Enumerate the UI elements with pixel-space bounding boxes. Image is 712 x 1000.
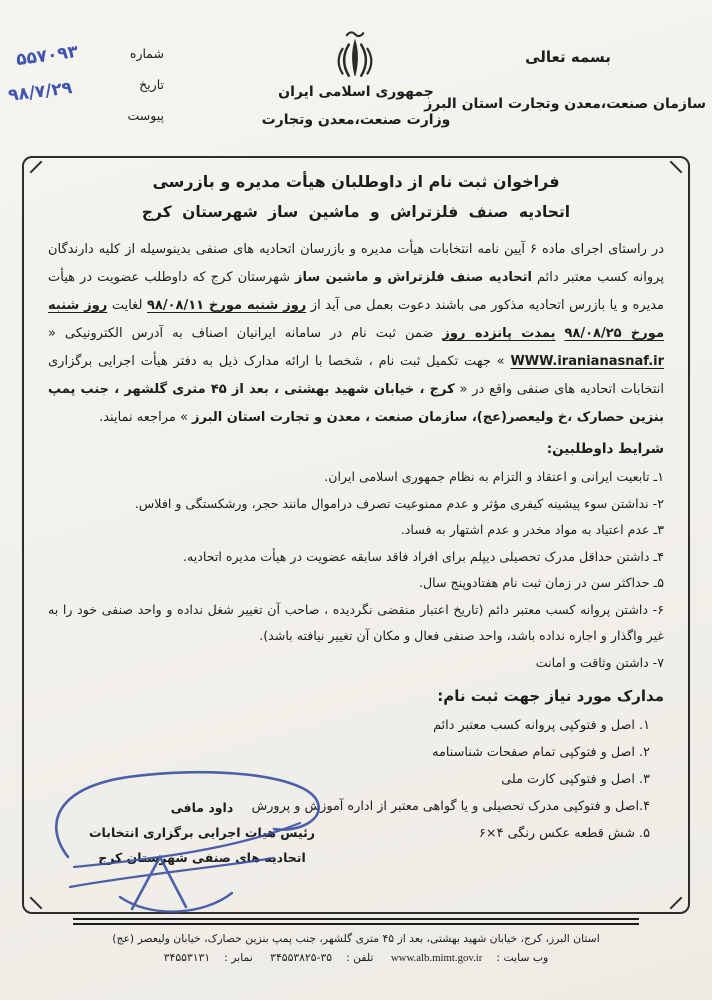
conditions-list: [48, 464, 664, 676]
list-item: ۷- داشتن وثاقت و امانت: [535, 654, 664, 670]
portal-text: ضمن ثبت نام در سامانه ایرانیان اصناف به آدرس الکترونیکی «: [48, 326, 443, 341]
website-label: وب سایت :: [496, 951, 549, 964]
list-item: ۵. شش قطعه عکس رنگی ۴×۶: [479, 826, 650, 841]
registration-start-date: روز شنبه مورخ ۹۸/۰۸/۱۱: [146, 298, 307, 313]
number-label: شماره: [129, 46, 164, 61]
signature-block: [66, 795, 338, 870]
border-corner-ornament: [30, 897, 43, 910]
handwritten-letter-date: ۹۸/۷/۲۹: [7, 78, 74, 106]
list-item: ۶- داشتن پروانه کسب معتبر دائم (تاریخ اعتبار منقضی نگردیده ، صاحب آن تغییر شغل نداده و واحد صنفی خود را به غیر واگذار و اجاره نداده باشد، واحد صنفی فعال و مکان آن تغییر نیافته باشد).: [48, 601, 664, 643]
list-item: ۲. اصل و فتوکپی تمام صفحات شناسنامه: [432, 745, 650, 760]
announcement-subtitle: اتحادیه صنف فلزتراش و ماشین ساز شهرستان کرج: [141, 203, 571, 221]
republic-title: جمهوری اسلامی ایران: [278, 84, 434, 100]
duration-fifteen-days: بمدت پانزده روز: [442, 326, 556, 341]
announcement-paragraph: [48, 236, 664, 432]
phone-number: ۳۴۵۵۳۸۲۵-۳۵: [270, 951, 333, 964]
footer-divider: [73, 918, 639, 925]
until-text: لغایت: [107, 298, 147, 313]
documents-heading: مدارک مورد نیاز جهت ثبت نام:: [437, 687, 664, 705]
registration-end-date: روز شنبه مورخ ۹۸/۰۸/۲۵: [48, 298, 664, 341]
invitation-text: شهرستان کرج که داوطلب عضویت در هیأت مدیره و یا بازرس اتحادیه مذکور می باشند دعوت بعمل می آید از: [48, 270, 665, 313]
signatory-title: رئیس هیات اجرایی برگزاری انتخابات: [89, 825, 315, 840]
fax-number: ۳۴۵۵۳۱۳۱: [163, 951, 211, 964]
list-item: ۳ـ عدم اعتیاد به مواد مخدر و عدم اشتهار به فساد.: [400, 522, 664, 537]
registration-website-url: WWW.iranianasnaf.ir: [510, 354, 664, 369]
office-address: کرج ، خیابان شهید بهشتی ، بعد از ۴۵ متری گلشهر ، جنب پمپ بنزین حصارک ،خ ولیعصر(عج)، سازمان صنعت ، معدن و تجارت استان البرز: [48, 382, 664, 425]
union-name: اتحادیه صنف فلزتراش و ماشین ساز: [295, 270, 532, 285]
province-organization-name: سازمان صنعت،معدن وتجارت استان البرز: [424, 96, 706, 112]
letterhead-field-labels: [104, 46, 164, 139]
list-item: ۲- نداشتن سوء پیشینه کیفری مؤثر و عدم ممنوعیت تصرف دراموال مانند حجر، ورشکستگی و افلاس.: [134, 495, 664, 511]
ministry-title: وزارت صنعت،معدن وتجارت: [261, 112, 451, 128]
border-corner-ornament: [30, 161, 43, 174]
footer-address: استان البرز، کرج، خیابان شهید بهشتی، بعد از ۴۵ متری گلشهر، جنب پمپ بنزین حصارک، خیابان ولیعصر (عج): [112, 932, 600, 945]
handwritten-letter-number: ۵۵۷۰۹۳: [14, 41, 80, 71]
phone-label: تلفن :: [346, 951, 374, 964]
letter-footer: [0, 918, 712, 964]
attachment-label: پیوست: [127, 108, 164, 123]
fax-label: نمابر :: [224, 951, 253, 964]
signatory-name: داود مافی: [170, 800, 234, 815]
website-url: www.alb.mimt.gov.ir: [390, 952, 483, 964]
list-item: ۴ـ داشتن حداقل مدرک تحصیلی دیپلم برای افراد فاقد سابقه عضویت در هیأت مدیره اتحادیه.: [183, 548, 664, 564]
bismillah-text: بسمه تعالی: [525, 48, 611, 66]
border-corner-ornament: [670, 161, 683, 174]
conditions-heading: شرایط داوطلبین:: [546, 441, 664, 457]
intro-text: در راستای اجرای ماده ۶ آیین نامه انتخابات هیأت مدیره و بازرسان اتحادیه های صنفی بدینوسیله از کلیه دارندگان پروانه کسب معتبر دائم: [48, 242, 664, 285]
announcement-title: فراخوان ثبت نام از داوطلبان هیأت مدیره و بازرسی: [152, 172, 560, 191]
footer-contact-line: [0, 951, 712, 964]
list-item: ۱. اصل و فتوکپی پروانه کسب معتبر دائم: [433, 718, 650, 733]
iran-national-emblem-icon: [332, 28, 378, 88]
signatory-organization: اتحادیه های صنفی شهرستان کرج: [98, 850, 306, 865]
list-item: ۳. اصل و فتوکپی کارت ملی: [501, 772, 650, 787]
list-item: ۱ـ تابعیت ایرانی و اعتقاد و التزام به نظام جمهوری اسلامی ایران.: [324, 469, 664, 484]
date-label: تاریخ: [139, 77, 164, 92]
list-item: ۴.اصل و فتوکپی مدرک تحصیلی و یا گواهی معتبر از اداره آموزش و پرورش: [251, 799, 650, 814]
announcement-border-box: [22, 156, 690, 914]
completion-text: » جهت تکمیل ثبت نام ، شخصا با ارائه مدارک ذیل به دفتر هیأت اجرایی برگزاری انتخابات اتحادیه های صنفی واقع در «: [48, 354, 664, 397]
list-item: ۵ـ حداکثر سن در زمان ثبت نام هفتادوپنج سال.: [419, 575, 664, 590]
closing-text: » مراجعه نمایند.: [99, 410, 193, 425]
letterhead-right-block: [424, 48, 706, 112]
border-corner-ornament: [670, 897, 683, 910]
